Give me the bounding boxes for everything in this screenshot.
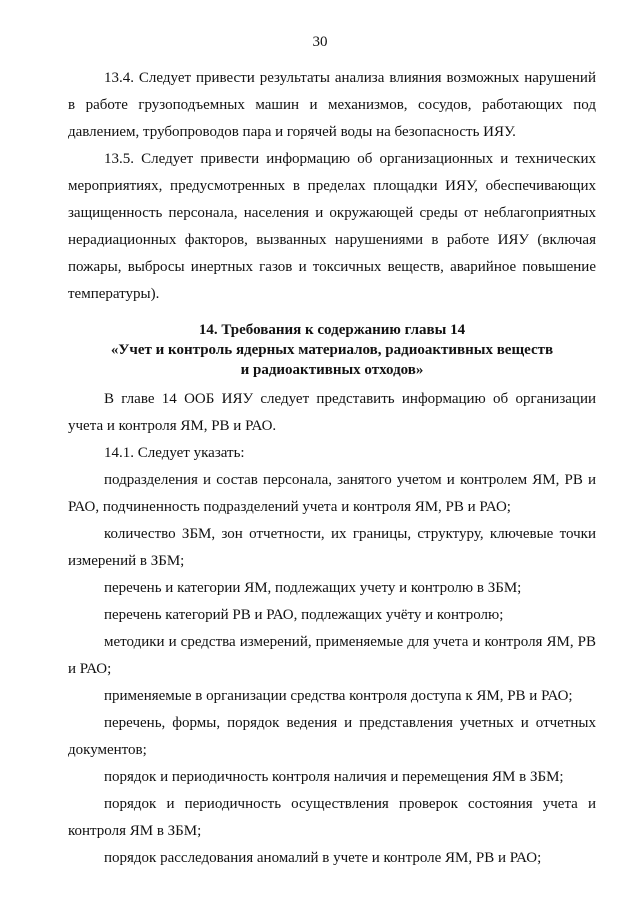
page-content: [68, 65, 596, 872]
section-heading-line-3: и радиоактивных отходов»: [240, 362, 424, 378]
paragraph-13-4: 13.4. Следует привести результаты анализа влияния возможных нарушений в работе грузоподъемных машин и механизмов, сосудов, работающих под давлением, трубопроводов пара и горячей воды на безопасность ИЯУ.: [68, 70, 596, 140]
list-item: методики и средства измерений, применяемые для учета и контроля ЯМ, РВ и РАО;: [68, 634, 596, 677]
page-number: 30: [312, 34, 328, 50]
list-item: перечень категорий РВ и РАО, подлежащих учёту и контролю;: [104, 607, 504, 623]
list-item: порядок и периодичность контроля наличия и перемещения ЯМ в ЗБМ;: [104, 769, 564, 785]
section-heading-line-2: «Учет и контроль ядерных материалов, радиоактивных веществ: [110, 342, 554, 358]
section-heading-line-1: 14. Требования к содержанию главы 14: [198, 322, 466, 338]
section-heading: [68, 320, 596, 380]
list-item: перечень и категории ЯМ, подлежащих учету и контролю в ЗБМ;: [104, 580, 522, 596]
list-item: перечень, формы, порядок ведения и представления учетных и отчетных документов;: [68, 715, 596, 758]
list-item: подразделения и состав персонала, занятого учетом и контролем ЯМ, РВ и РАО, подчиненность подразделений учета и контроля ЯМ, РВ и РАО;: [68, 472, 596, 515]
list-item: порядок и периодичность осуществления проверок состояния учета и контроля ЯМ в ЗБМ;: [68, 796, 596, 839]
list-item: количество ЗБМ, зон отчетности, их границы, структуру, ключевые точки измерений в ЗБМ;: [68, 526, 596, 569]
paragraph-14-1: 14.1. Следует указать:: [104, 445, 245, 461]
list-item: порядок расследования аномалий в учете и контроле ЯМ, РВ и РАО;: [104, 850, 542, 866]
paragraph-intro: В главе 14 ООБ ИЯУ следует представить информацию об организации учета и контроля ЯМ, РВ и РАО.: [68, 391, 596, 434]
list-item: применяемые в организации средства контроля доступа к ЯМ, РВ и РАО;: [104, 688, 573, 704]
paragraph-13-5: 13.5. Следует привести информацию об организационных и технических мероприятиях, предусмотренных в пределах площадки ИЯУ, обеспечивающих защищенность персонала, населения и окружающей среды от неблагоприятных нерадиационных факторов, вызванных нарушениями в работе ИЯУ (включая пожары, выбросы инертных газов и токсичных веществ, аварийное повышение температуры).: [68, 151, 596, 302]
